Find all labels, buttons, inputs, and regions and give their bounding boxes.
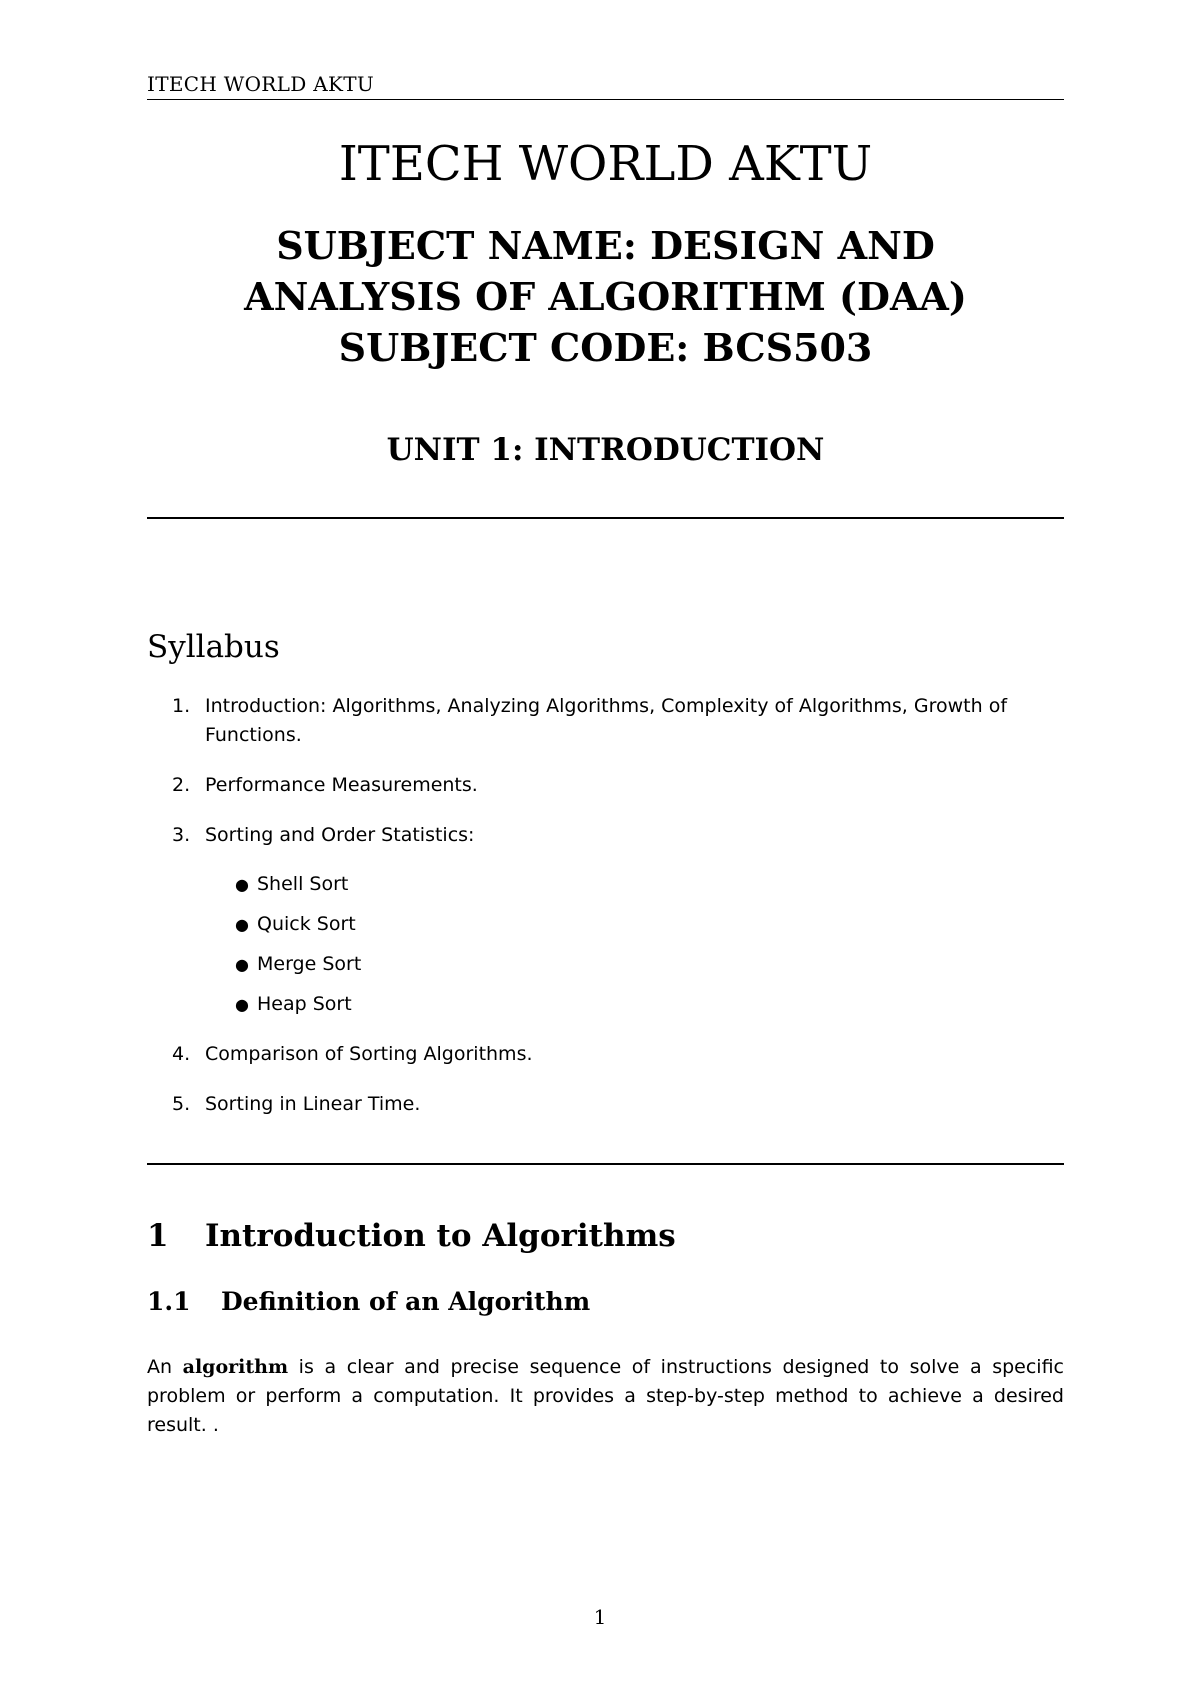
definition-paragraph — [147, 1353, 1064, 1440]
bullet-icon: ● — [235, 915, 249, 934]
syllabus-item — [147, 1040, 1082, 1069]
sub-item-text: Shell Sort — [257, 873, 349, 895]
running-header: ITECH WORLD AKTU — [147, 72, 375, 96]
item-number: 4. — [172, 1043, 191, 1065]
sub-item-text: Quick Sort — [257, 913, 356, 935]
section-heading — [147, 1216, 676, 1256]
sub-list-item — [205, 870, 1082, 899]
bullet-icon: ● — [235, 995, 249, 1014]
section-number: 1 — [147, 1218, 169, 1254]
page-number: 1 — [593, 1605, 607, 1629]
subject-code-line: SUBJECT CODE: BCS503 — [338, 325, 873, 370]
subject-name-line-2: ANALYSIS OF ALGORITHM (DAA) — [244, 274, 967, 319]
item-text: Performance Measurements. — [205, 774, 478, 796]
bullet-icon: ● — [235, 875, 249, 894]
syllabus-item — [147, 692, 1082, 750]
syllabus-heading: Syllabus — [147, 629, 280, 665]
section-divider — [147, 517, 1064, 519]
item-number: 1. — [172, 695, 191, 717]
subject-block — [147, 220, 1064, 373]
sub-item-text: Heap Sort — [257, 993, 352, 1015]
paragraph-rest: is a clear and precise sequence of instructions designed to solve a specific problem or perform a computation. It provides a step-by-step method to achieve a desired result. . — [147, 1356, 1064, 1436]
subject-name-line-1: SUBJECT NAME: DESIGN AND — [276, 223, 935, 268]
section-title: Introduction to Algorithms — [205, 1218, 676, 1254]
section-divider — [147, 1163, 1064, 1165]
unit-title: UNIT 1: INTRODUCTION — [386, 432, 825, 468]
sub-list-item — [205, 950, 1082, 979]
paragraph-term: algorithm — [182, 1356, 289, 1378]
subsection-title: Definition of an Algorithm — [221, 1287, 591, 1316]
syllabus-list — [147, 692, 1082, 1140]
item-text: Introduction: Algorithms, Analyzing Algorithms, Complexity of Algorithms, Growth of Functions. — [205, 695, 1008, 746]
subsection-heading — [147, 1286, 590, 1318]
sub-list-item — [205, 990, 1082, 1019]
syllabus-item — [147, 1090, 1082, 1119]
document-title: ITECH WORLD AKTU — [338, 136, 873, 192]
syllabus-item — [147, 771, 1082, 800]
item-number: 2. — [172, 774, 191, 796]
sub-list-item — [205, 910, 1082, 939]
bullet-icon: ● — [235, 955, 249, 974]
item-text: Sorting in Linear Time. — [205, 1093, 421, 1115]
item-text: Sorting and Order Statistics: — [205, 824, 475, 846]
sorting-sub-list — [205, 870, 1082, 1019]
header-rule — [147, 99, 1064, 100]
sub-item-text: Merge Sort — [257, 953, 362, 975]
item-text: Comparison of Sorting Algorithms. — [205, 1043, 533, 1065]
syllabus-item — [147, 821, 1082, 1019]
subsection-number: 1.1 — [147, 1287, 191, 1316]
paragraph-lead: An — [147, 1356, 183, 1378]
item-number: 3. — [172, 824, 191, 846]
item-number: 5. — [172, 1093, 191, 1115]
